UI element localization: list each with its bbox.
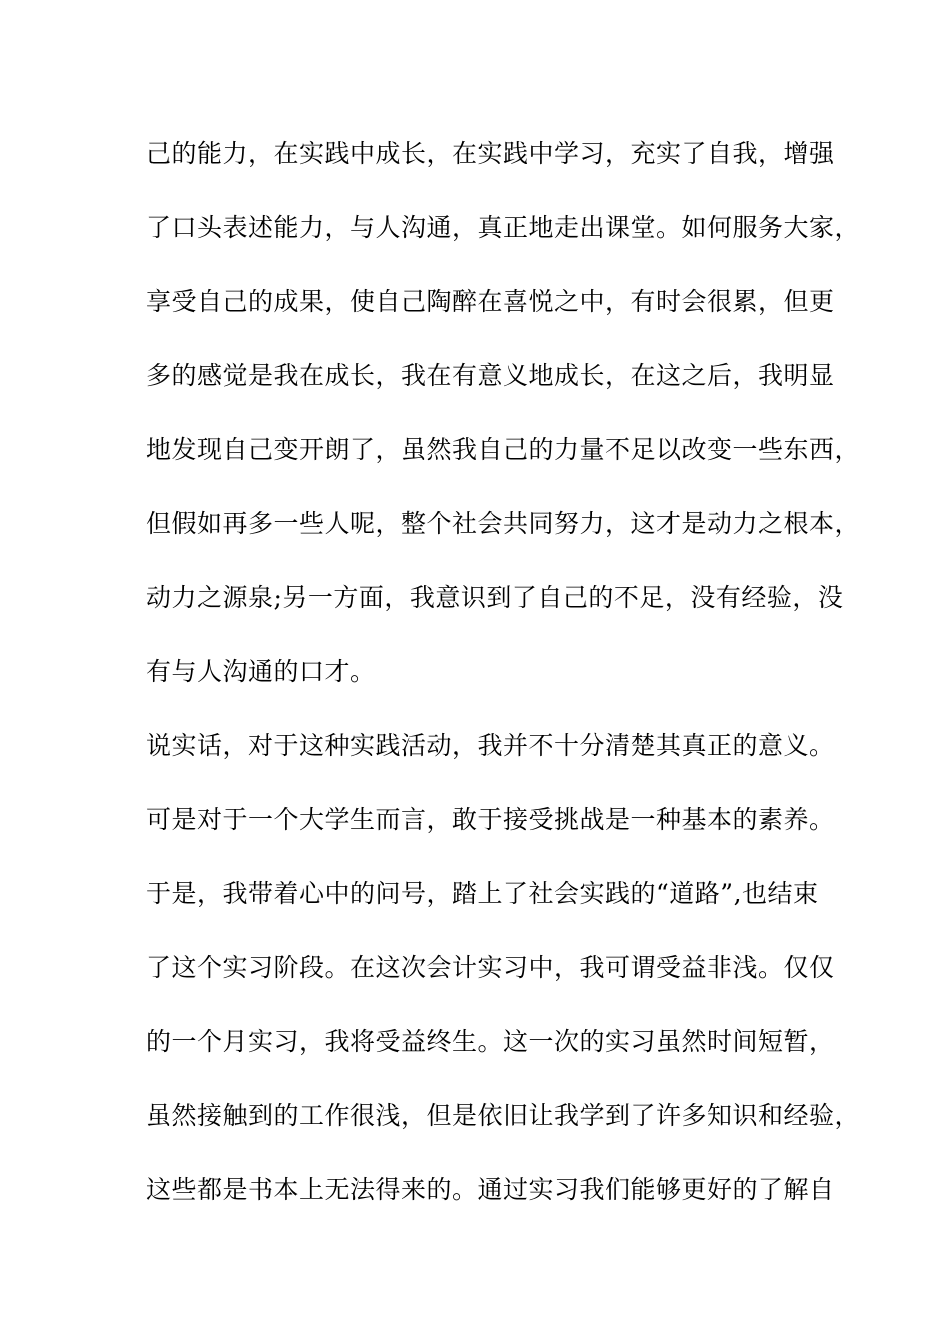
text-line: 动力之源泉;另一方面，我意识到了自己的不足，没有经验，没 <box>146 583 844 612</box>
text-line: 说实话，对于这种实践活动，我并不十分清楚其真正的意义。 <box>146 731 835 760</box>
text-line: 可是对于一个大学生而言，敢于接受挑战是一种基本的素养。 <box>146 805 835 834</box>
text-line: 的一个月实习，我将受益终生。这一次的实习虽然时间短暂， <box>146 1027 835 1056</box>
text-line: 己的能力，在实践中成长，在实践中学习，充实了自我，增强 <box>146 139 835 168</box>
body-text <box>146 126 861 1236</box>
text-line: 虽然接触到的工作很浅，但是依旧让我学到了许多知识和经验， <box>146 1101 861 1130</box>
text-line: 享受自己的成果，使自己陶醉在喜悦之中，有时会很累，但更 <box>146 287 835 316</box>
text-line: 于是，我带着心中的问号，踏上了社会实践的“道路”,也结束 <box>146 879 819 908</box>
text-line: 有与人沟通的口才。 <box>146 657 376 686</box>
text-line: 了这个实习阶段。在这次会计实习中，我可谓受益非浅。仅仅 <box>146 953 835 982</box>
text-line: 这些都是书本上无法得来的。通过实习我们能够更好的了解自 <box>146 1175 835 1204</box>
text-line: 地发现自己变开朗了，虽然我自己的力量不足以改变一些东西， <box>146 435 861 464</box>
text-line: 多的感觉是我在成长，我在有意义地成长，在这之后，我明显 <box>146 361 835 390</box>
text-line: 了口头表述能力，与人沟通，真正地走出课堂。如何服务大家， <box>146 213 861 242</box>
text-line: 但假如再多一些人呢，整个社会共同努力，这才是动力之根本， <box>146 509 861 538</box>
